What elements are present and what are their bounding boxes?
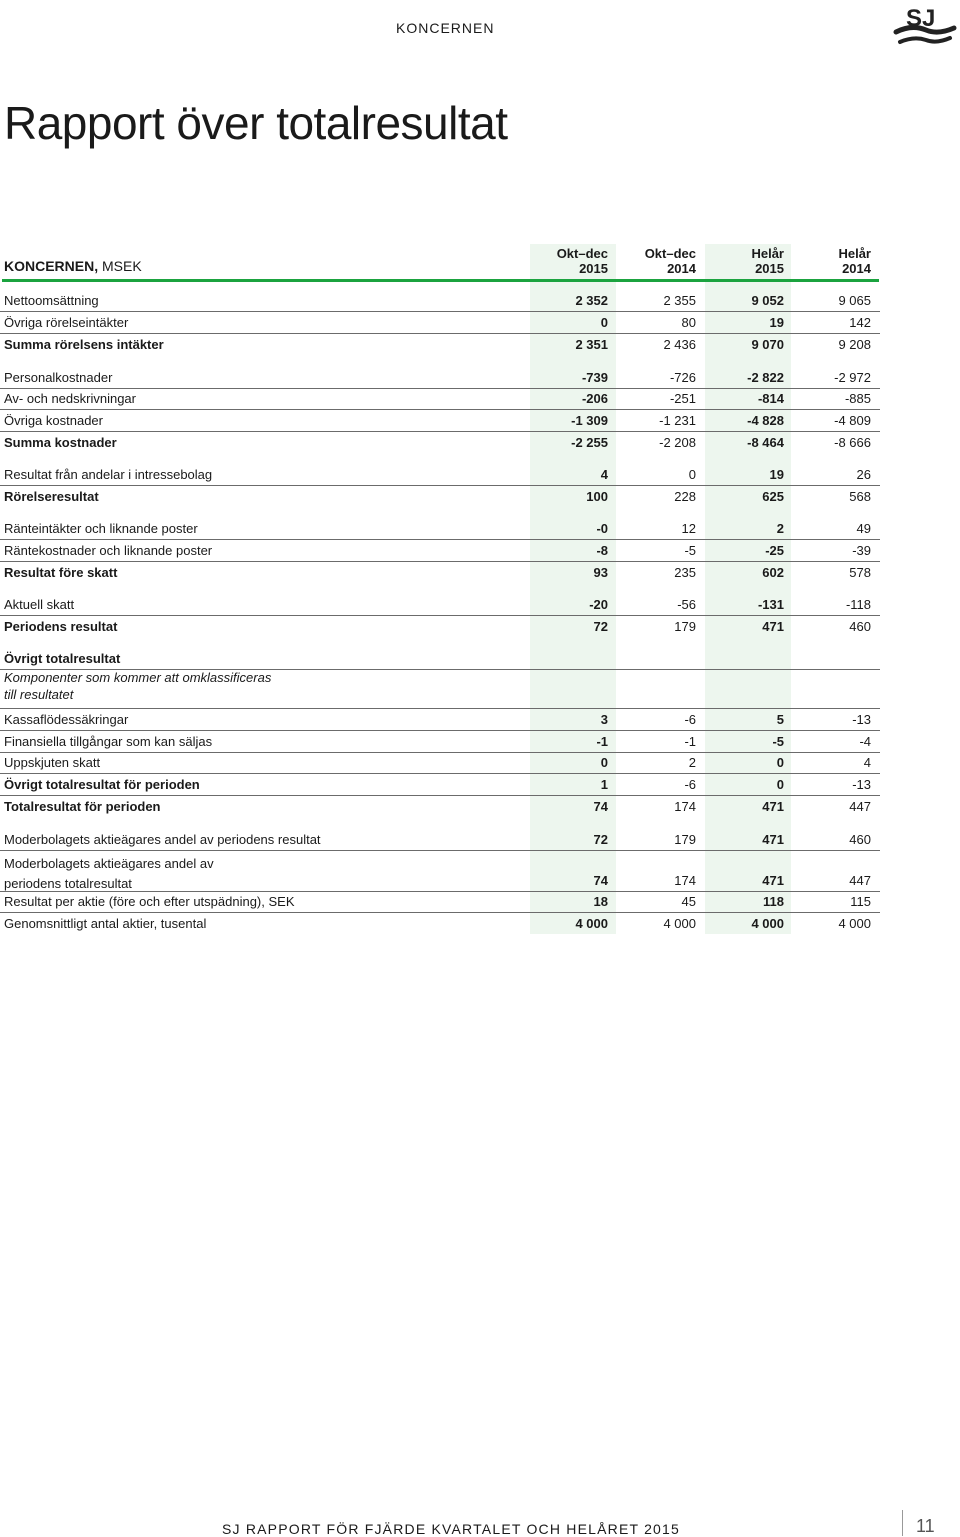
cell: -13 — [852, 712, 871, 727]
row-label: Övrigt totalresultat för perioden — [4, 777, 200, 792]
cell: 1 — [600, 777, 608, 792]
cell: 0 — [776, 777, 784, 792]
column-header-1-period: Okt–dec — [556, 246, 608, 261]
table-row — [0, 562, 880, 583]
cell: 2 352 — [575, 293, 608, 308]
cell: 0 — [776, 755, 784, 770]
cell: -2 255 — [571, 435, 608, 450]
cell: -2 972 — [834, 370, 871, 385]
row-label: Rörelseresultat — [4, 489, 99, 504]
table-row — [0, 856, 880, 892]
table-row — [0, 388, 880, 410]
cell: -8 666 — [834, 435, 871, 450]
cell: -20 — [589, 597, 608, 612]
cell: 100 — [586, 489, 608, 504]
header-rule — [2, 279, 879, 282]
table-unit-bold: KONCERNEN, — [4, 258, 99, 274]
row-label: Ränteintäkter och liknande poster — [4, 521, 198, 536]
footer-divider — [902, 1510, 903, 1536]
cell: 72 — [593, 832, 608, 847]
table-row — [0, 616, 880, 637]
cell: -5 — [684, 543, 696, 558]
cell: 0 — [600, 315, 608, 330]
cell: 0 — [600, 755, 608, 770]
page-title: Rapport över totalresultat — [4, 97, 508, 149]
cell: 4 000 — [838, 916, 871, 931]
cell: -39 — [852, 543, 871, 558]
cell: 4 — [863, 755, 871, 770]
cell: -0 — [596, 521, 608, 536]
row-label: Kassaflödessäkringar — [4, 712, 129, 727]
table-row — [0, 464, 880, 486]
table-row — [0, 486, 880, 507]
cell: -1 309 — [571, 413, 608, 428]
cell: 179 — [674, 619, 696, 634]
table-row — [0, 312, 880, 334]
cell: -131 — [757, 597, 784, 612]
cell: -885 — [844, 391, 871, 406]
row-label: Övrigt totalresultat — [4, 651, 121, 666]
cell: -1 — [684, 734, 696, 749]
cell: 4 — [600, 467, 608, 482]
cell: 174 — [674, 799, 696, 814]
row-label: Övriga rörelseintäkter — [4, 315, 129, 330]
cell: 471 — [762, 873, 784, 888]
cell: -4 809 — [834, 413, 871, 428]
cell: 460 — [849, 619, 871, 634]
cell: 74 — [593, 799, 608, 814]
logo-text: SJ — [906, 5, 936, 32]
sj-logo — [892, 2, 958, 52]
row-label: Moderbolagets aktieägares andel av periodens resultat — [4, 832, 321, 847]
row-label: Resultat före skatt — [4, 565, 118, 580]
cell: -2 822 — [747, 370, 784, 385]
cell: 174 — [674, 873, 696, 888]
cell: 625 — [762, 489, 784, 504]
cell: 80 — [681, 315, 696, 330]
cell: 9 070 — [751, 337, 784, 352]
row-label: Räntekostnader och liknande poster — [4, 543, 213, 558]
cell: 19 — [769, 315, 784, 330]
column-header-4-period: Helår — [838, 246, 871, 261]
cell: 4 000 — [575, 916, 608, 931]
cell: 2 — [688, 755, 696, 770]
row-label: Komponenter som kommer att omklassificeras till resultatet — [4, 670, 272, 702]
table-row — [0, 774, 880, 796]
cell: -2 208 — [659, 435, 696, 450]
cell: -8 464 — [747, 435, 784, 450]
table-row — [0, 334, 880, 355]
cell: 447 — [849, 799, 871, 814]
cell: -4 828 — [747, 413, 784, 428]
footer-report-title: SJ RAPPORT FÖR FJÄRDE KVARTALET OCH HELÅRET 2015 — [222, 1521, 681, 1537]
row-label: Personalkostnader — [4, 370, 113, 385]
column-header-1-year: 2015 — [579, 261, 608, 276]
row-label: Totalresultat för perioden — [4, 799, 161, 814]
column-header-1 — [528, 246, 608, 276]
table-row — [0, 290, 880, 312]
table-row — [0, 518, 880, 540]
table-row — [0, 709, 880, 731]
column-header-2-period: Okt–dec — [644, 246, 696, 261]
cell: 49 — [856, 521, 871, 536]
cell: 4 000 — [751, 916, 784, 931]
row-label: Av- och nedskrivningar — [4, 391, 136, 406]
cell: 568 — [849, 489, 871, 504]
column-header-3-period: Helår — [751, 246, 784, 261]
cell: 93 — [593, 565, 608, 580]
table-row — [0, 796, 880, 817]
cell: -5 — [772, 734, 784, 749]
cell: -206 — [581, 391, 608, 406]
cell: 471 — [762, 832, 784, 847]
row-label: Periodens resultat — [4, 619, 118, 634]
cell: -6 — [684, 777, 696, 792]
table-row — [0, 913, 880, 934]
cell: 4 000 — [663, 916, 696, 931]
cell: 12 — [681, 521, 696, 536]
cell: 2 351 — [575, 337, 608, 352]
table-row — [0, 367, 880, 389]
row-label: Övriga kostnader — [4, 413, 103, 428]
page-number: 11 — [916, 1516, 935, 1536]
cell: 447 — [849, 873, 871, 888]
column-header-2-year: 2014 — [667, 261, 696, 276]
cell: 74 — [593, 873, 608, 888]
table-row — [0, 829, 880, 851]
table-row — [0, 752, 880, 774]
row-label: Resultat från andelar i intressebolag — [4, 467, 213, 482]
table-row — [0, 670, 880, 709]
table-unit-rest: MSEK — [98, 258, 142, 274]
cell: -251 — [669, 391, 696, 406]
cell: 460 — [849, 832, 871, 847]
cell: 179 — [674, 832, 696, 847]
cell: 471 — [762, 799, 784, 814]
table-row — [0, 594, 880, 616]
table-row — [0, 891, 880, 913]
cell: -726 — [669, 370, 696, 385]
row-label: Summa kostnader — [4, 435, 117, 450]
cell: -1 — [596, 734, 608, 749]
cell: 578 — [849, 565, 871, 580]
cell: 118 — [763, 894, 784, 909]
row-label: Resultat per aktie (före och efter utspädning), SEK — [4, 894, 295, 909]
table-row — [0, 410, 880, 432]
cell: 115 — [850, 894, 871, 909]
cell: -25 — [765, 543, 784, 558]
table-row — [0, 731, 880, 753]
cell: 142 — [849, 315, 871, 330]
cell: 72 — [593, 619, 608, 634]
cell: -8 — [596, 543, 608, 558]
cell: 9 208 — [838, 337, 871, 352]
cell: 235 — [674, 565, 696, 580]
row-label: Genomsnittligt antal aktier, tusental — [4, 916, 207, 931]
row-label: Finansiella tillgångar som kan säljas — [4, 734, 213, 749]
row-label: Aktuell skatt — [4, 597, 75, 612]
column-header-3 — [704, 246, 784, 276]
row-label: Nettoomsättning — [4, 293, 99, 308]
cell: 5 — [776, 712, 784, 727]
cell: 2 355 — [663, 293, 696, 308]
cell: 19 — [769, 467, 784, 482]
cell: 26 — [856, 467, 871, 482]
row-label: Moderbolagets aktieägares andel av periodens totalresultat — [4, 856, 214, 891]
cell: -814 — [757, 391, 784, 406]
cell: -4 — [859, 734, 871, 749]
table-row — [0, 540, 880, 562]
cell: 3 — [600, 712, 608, 727]
column-header-4 — [791, 246, 871, 276]
cell: 0 — [688, 467, 696, 482]
table-row — [0, 648, 880, 670]
cell: 471 — [762, 619, 784, 634]
column-header-3-year: 2015 — [755, 261, 784, 276]
table-unit-label — [4, 258, 142, 274]
cell: 45 — [681, 894, 696, 909]
cell: -118 — [845, 597, 871, 612]
table-row — [0, 432, 880, 453]
cell: 9 052 — [751, 293, 784, 308]
cell: 602 — [762, 565, 784, 580]
cell: -56 — [677, 597, 696, 612]
cell: 2 — [776, 521, 784, 536]
column-header-2 — [616, 246, 696, 276]
cell: 228 — [674, 489, 696, 504]
row-label: Uppskjuten skatt — [4, 755, 101, 770]
cell: -1 231 — [659, 413, 696, 428]
cell: 2 436 — [663, 337, 696, 352]
section-label: KONCERNEN — [396, 20, 495, 36]
row-label: Summa rörelsens intäkter — [4, 337, 164, 352]
column-header-4-year: 2014 — [842, 261, 871, 276]
cell: 18 — [593, 894, 608, 909]
cell: -739 — [581, 370, 608, 385]
cell: 9 065 — [838, 293, 871, 308]
cell: -13 — [852, 777, 871, 792]
cell: -6 — [684, 712, 696, 727]
